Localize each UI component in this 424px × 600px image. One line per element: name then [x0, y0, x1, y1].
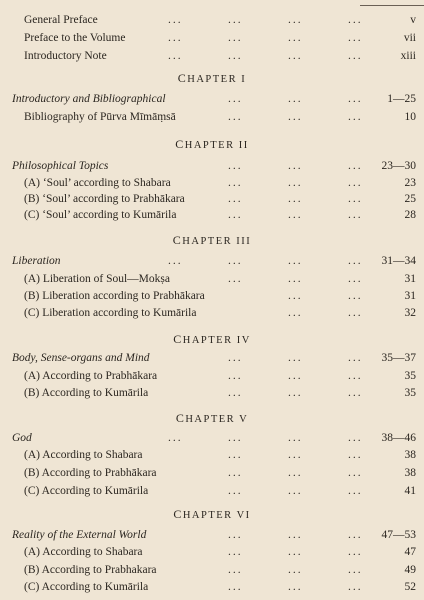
toc-sub-entry [0, 446, 424, 464]
entry-page: 38—46 [381, 432, 416, 444]
entry-title: General Preface [24, 14, 98, 26]
leader-dots: ... [228, 14, 243, 26]
heading-rest: HAPTER V [185, 414, 249, 425]
leader-dots: ... [288, 387, 303, 399]
leader-dots: ... [228, 160, 243, 172]
heading-initial: C [175, 137, 185, 151]
leader-dots: ... [348, 209, 363, 221]
leader-dots: ... [228, 111, 243, 123]
entry-page: vii [403, 32, 416, 44]
entry-page: xiii [400, 50, 416, 62]
leader-dots: ... [168, 32, 183, 44]
leader-dots: ... [288, 581, 303, 593]
entry-title: (B) According to Prabhākara [24, 467, 157, 479]
entry-title: (A) Liberation of Soul—Mokṣa [24, 273, 170, 285]
leader-dots: ... [288, 467, 303, 479]
heading-initial: C [173, 507, 183, 521]
leader-dots: ... [288, 546, 303, 558]
chapter-heading [0, 506, 424, 522]
entry-title: (A) ‘Soul’ according to Shabara [24, 177, 171, 189]
leader-dots: ... [348, 93, 363, 105]
toc-sub-entry [0, 561, 424, 579]
toc-chapter-entry [0, 252, 424, 270]
heading-initial: C [172, 233, 183, 247]
leader-dots: ... [348, 529, 363, 541]
entry-title: (C) Liberation according to Kumārila [24, 307, 197, 319]
leader-dots: ... [228, 581, 243, 593]
entry-title: (C) According to Kumārila [24, 581, 149, 593]
leader-dots: ... [228, 564, 243, 576]
entry-page: 35—37 [381, 352, 416, 364]
entry-title: (B) According to Kumārila [24, 387, 149, 399]
leader-dots: ... [348, 32, 363, 44]
header-rule [360, 0, 424, 6]
entry-page: 47 [404, 546, 416, 558]
leader-dots: ... [288, 529, 303, 541]
entry-page: 10 [404, 111, 416, 123]
leader-dots: ... [348, 273, 363, 285]
entry-title: Philosophical Topics [12, 160, 109, 172]
toc-chapter-entry [0, 349, 424, 367]
leader-dots: ... [288, 290, 303, 302]
entry-page: 23—30 [381, 160, 416, 172]
chapter-heading [0, 410, 424, 426]
leader-dots: ... [348, 370, 363, 382]
entry-title: (A) According to Shabara [24, 546, 143, 558]
leader-dots: ... [288, 307, 303, 319]
toc-sub-entry [0, 108, 424, 126]
leader-dots: ... [288, 485, 303, 497]
leader-dots: ... [348, 352, 363, 364]
toc-entry-introductory-note [0, 47, 424, 65]
toc-sub-entry [0, 304, 424, 322]
leader-dots: ... [228, 370, 243, 382]
toc-entry-preface-volume [0, 29, 424, 47]
leader-dots: ... [348, 160, 363, 172]
leader-dots: ... [228, 485, 243, 497]
leader-dots: ... [288, 432, 303, 444]
leader-dots: ... [288, 564, 303, 576]
leader-dots: ... [288, 111, 303, 123]
leader-dots: ... [168, 255, 183, 267]
entry-title: God [12, 432, 32, 444]
leader-dots: ... [348, 485, 363, 497]
leader-dots: ... [348, 177, 363, 189]
leader-dots: ... [288, 370, 303, 382]
entry-title: Introductory and Bibliographical [12, 93, 166, 105]
entry-title: Body, Sense-organs and Mind [12, 352, 150, 364]
leader-dots: ... [288, 255, 303, 267]
entry-title: (A) According to Shabara [24, 449, 143, 461]
entry-page: 23 [404, 177, 416, 189]
leader-dots: ... [228, 449, 243, 461]
heading-rest: HAPTER I [187, 74, 247, 85]
entry-title: Preface to the Volume [24, 32, 126, 44]
leader-dots: ... [288, 209, 303, 221]
entry-title: (C) According to Kumārila [24, 485, 149, 497]
entry-page: 35 [404, 370, 416, 382]
heading-rest: HAPTER IV [182, 335, 251, 346]
leader-dots: ... [288, 50, 303, 62]
toc-chapter-entry [0, 157, 424, 175]
entry-page: 38 [404, 449, 416, 461]
leader-dots: ... [228, 529, 243, 541]
entry-page: 31—34 [381, 255, 416, 267]
leader-dots: ... [228, 387, 243, 399]
entry-title: (A) According to Prabhākara [24, 370, 158, 382]
chapter-heading [0, 331, 424, 347]
leader-dots: ... [348, 387, 363, 399]
leader-dots: ... [348, 290, 363, 302]
toc-sub-entry [0, 543, 424, 561]
leader-dots: ... [288, 273, 303, 285]
toc-sub-entry [0, 578, 424, 596]
heading-rest: HAPTER III [182, 236, 252, 247]
toc-sub-entry [0, 367, 424, 385]
chapter-heading [0, 232, 424, 248]
toc-sub-entry [0, 482, 424, 500]
leader-dots: ... [348, 546, 363, 558]
leader-dots: ... [348, 193, 363, 205]
entry-page: 32 [404, 307, 416, 319]
entry-page: v [410, 14, 416, 26]
leader-dots: ... [288, 32, 303, 44]
entry-page: 31 [404, 290, 416, 302]
leader-dots: ... [288, 14, 303, 26]
toc-entry-general-preface [0, 11, 424, 29]
entry-title: (C) ‘Soul’ according to Kumārila [24, 209, 177, 221]
entry-title: Introductory Note [24, 50, 107, 62]
leader-dots: ... [348, 581, 363, 593]
leader-dots: ... [228, 273, 243, 285]
leader-dots: ... [168, 432, 183, 444]
leader-dots: ... [228, 352, 243, 364]
entry-page: 41 [404, 485, 416, 497]
entry-page: 38 [404, 467, 416, 479]
leader-dots: ... [348, 432, 363, 444]
leader-dots: ... [348, 449, 363, 461]
toc-sub-entry [0, 206, 424, 224]
entry-page: 1—25 [387, 93, 416, 105]
entry-title: Liberation [12, 255, 61, 267]
leader-dots: ... [228, 209, 243, 221]
entry-page: 28 [404, 209, 416, 221]
leader-dots: ... [288, 193, 303, 205]
leader-dots: ... [168, 50, 183, 62]
leader-dots: ... [288, 177, 303, 189]
entry-title: Reality of the External World [12, 529, 147, 541]
heading-initial: C [177, 71, 188, 85]
leader-dots: ... [348, 564, 363, 576]
entry-page: 25 [404, 193, 416, 205]
leader-dots: ... [288, 160, 303, 172]
entry-title: (B) Liberation according to Prabhākara [24, 290, 205, 302]
entry-page: 52 [404, 581, 416, 593]
leader-dots: ... [288, 449, 303, 461]
leader-dots: ... [228, 93, 243, 105]
leader-dots: ... [348, 50, 363, 62]
entry-title: (B) According to Prabhakara [24, 564, 157, 576]
leader-dots: ... [228, 546, 243, 558]
leader-dots: ... [348, 307, 363, 319]
entry-title: (B) ‘Soul’ according to Prabhākara [24, 193, 185, 205]
toc-sub-entry [0, 287, 424, 305]
leader-dots: ... [348, 14, 363, 26]
leader-dots: ... [288, 93, 303, 105]
leader-dots: ... [228, 32, 243, 44]
leader-dots: ... [228, 193, 243, 205]
heading-initial: C [175, 411, 186, 425]
leader-dots: ... [288, 352, 303, 364]
leader-dots: ... [348, 111, 363, 123]
leader-dots: ... [168, 14, 183, 26]
toc-chapter-entry [0, 526, 424, 544]
leader-dots: ... [228, 467, 243, 479]
toc-chapter-entry [0, 429, 424, 447]
chapter-heading [0, 70, 424, 86]
toc-chapter-entry [0, 90, 424, 108]
leader-dots: ... [228, 177, 243, 189]
leader-dots: ... [348, 255, 363, 267]
toc-sub-entry [0, 270, 424, 288]
heading-rest: HAPTER II [184, 140, 249, 151]
leader-dots: ... [228, 255, 243, 267]
entry-page: 47—53 [381, 529, 416, 541]
entry-page: 49 [404, 564, 416, 576]
entry-title: Bibliography of Pūrva Mīmāṃsā [24, 111, 176, 123]
leader-dots: ... [228, 432, 243, 444]
entry-page: 31 [404, 273, 416, 285]
heading-rest: HAPTER VI [182, 510, 251, 521]
leader-dots: ... [228, 50, 243, 62]
heading-initial: C [173, 332, 183, 346]
toc-sub-entry [0, 384, 424, 402]
entry-page: 35 [404, 387, 416, 399]
chapter-heading [0, 136, 424, 152]
leader-dots: ... [348, 467, 363, 479]
toc-sub-entry [0, 464, 424, 482]
